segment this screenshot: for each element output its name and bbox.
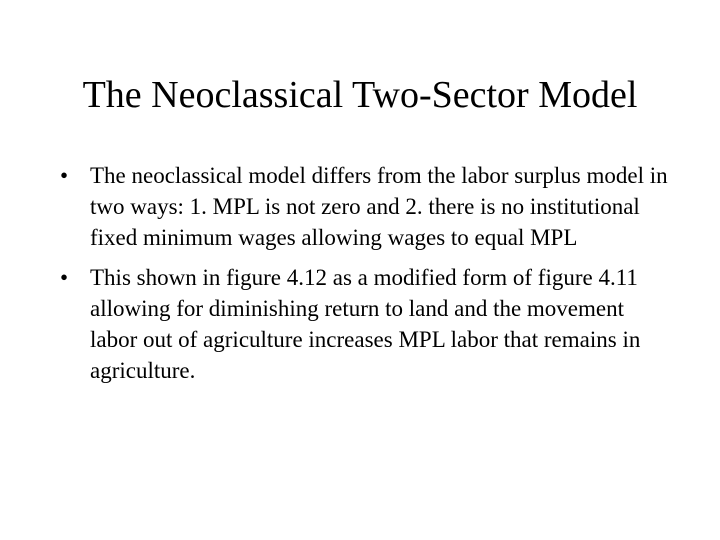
slide-title: The Neoclassical Two-Sector Model xyxy=(82,74,638,116)
bullet-marker: • xyxy=(60,265,69,290)
bullet-item xyxy=(58,262,668,386)
bullet-item xyxy=(58,160,668,253)
bullet-marker: • xyxy=(60,163,69,188)
bullet-text: This shown in figure 4.12 as a modified form of figure 4.11 allowing for diminishing return to land and the movement labor out of agriculture increases MPL labor that remains in agriculture. xyxy=(90,265,641,383)
bullet-list xyxy=(58,160,668,395)
bullet-text: The neoclassical model differs from the labor surplus model in two ways: 1. MPL is not zero and 2. there is no institutional fixed minimum wages allowing wages to equal MPL xyxy=(90,163,668,250)
